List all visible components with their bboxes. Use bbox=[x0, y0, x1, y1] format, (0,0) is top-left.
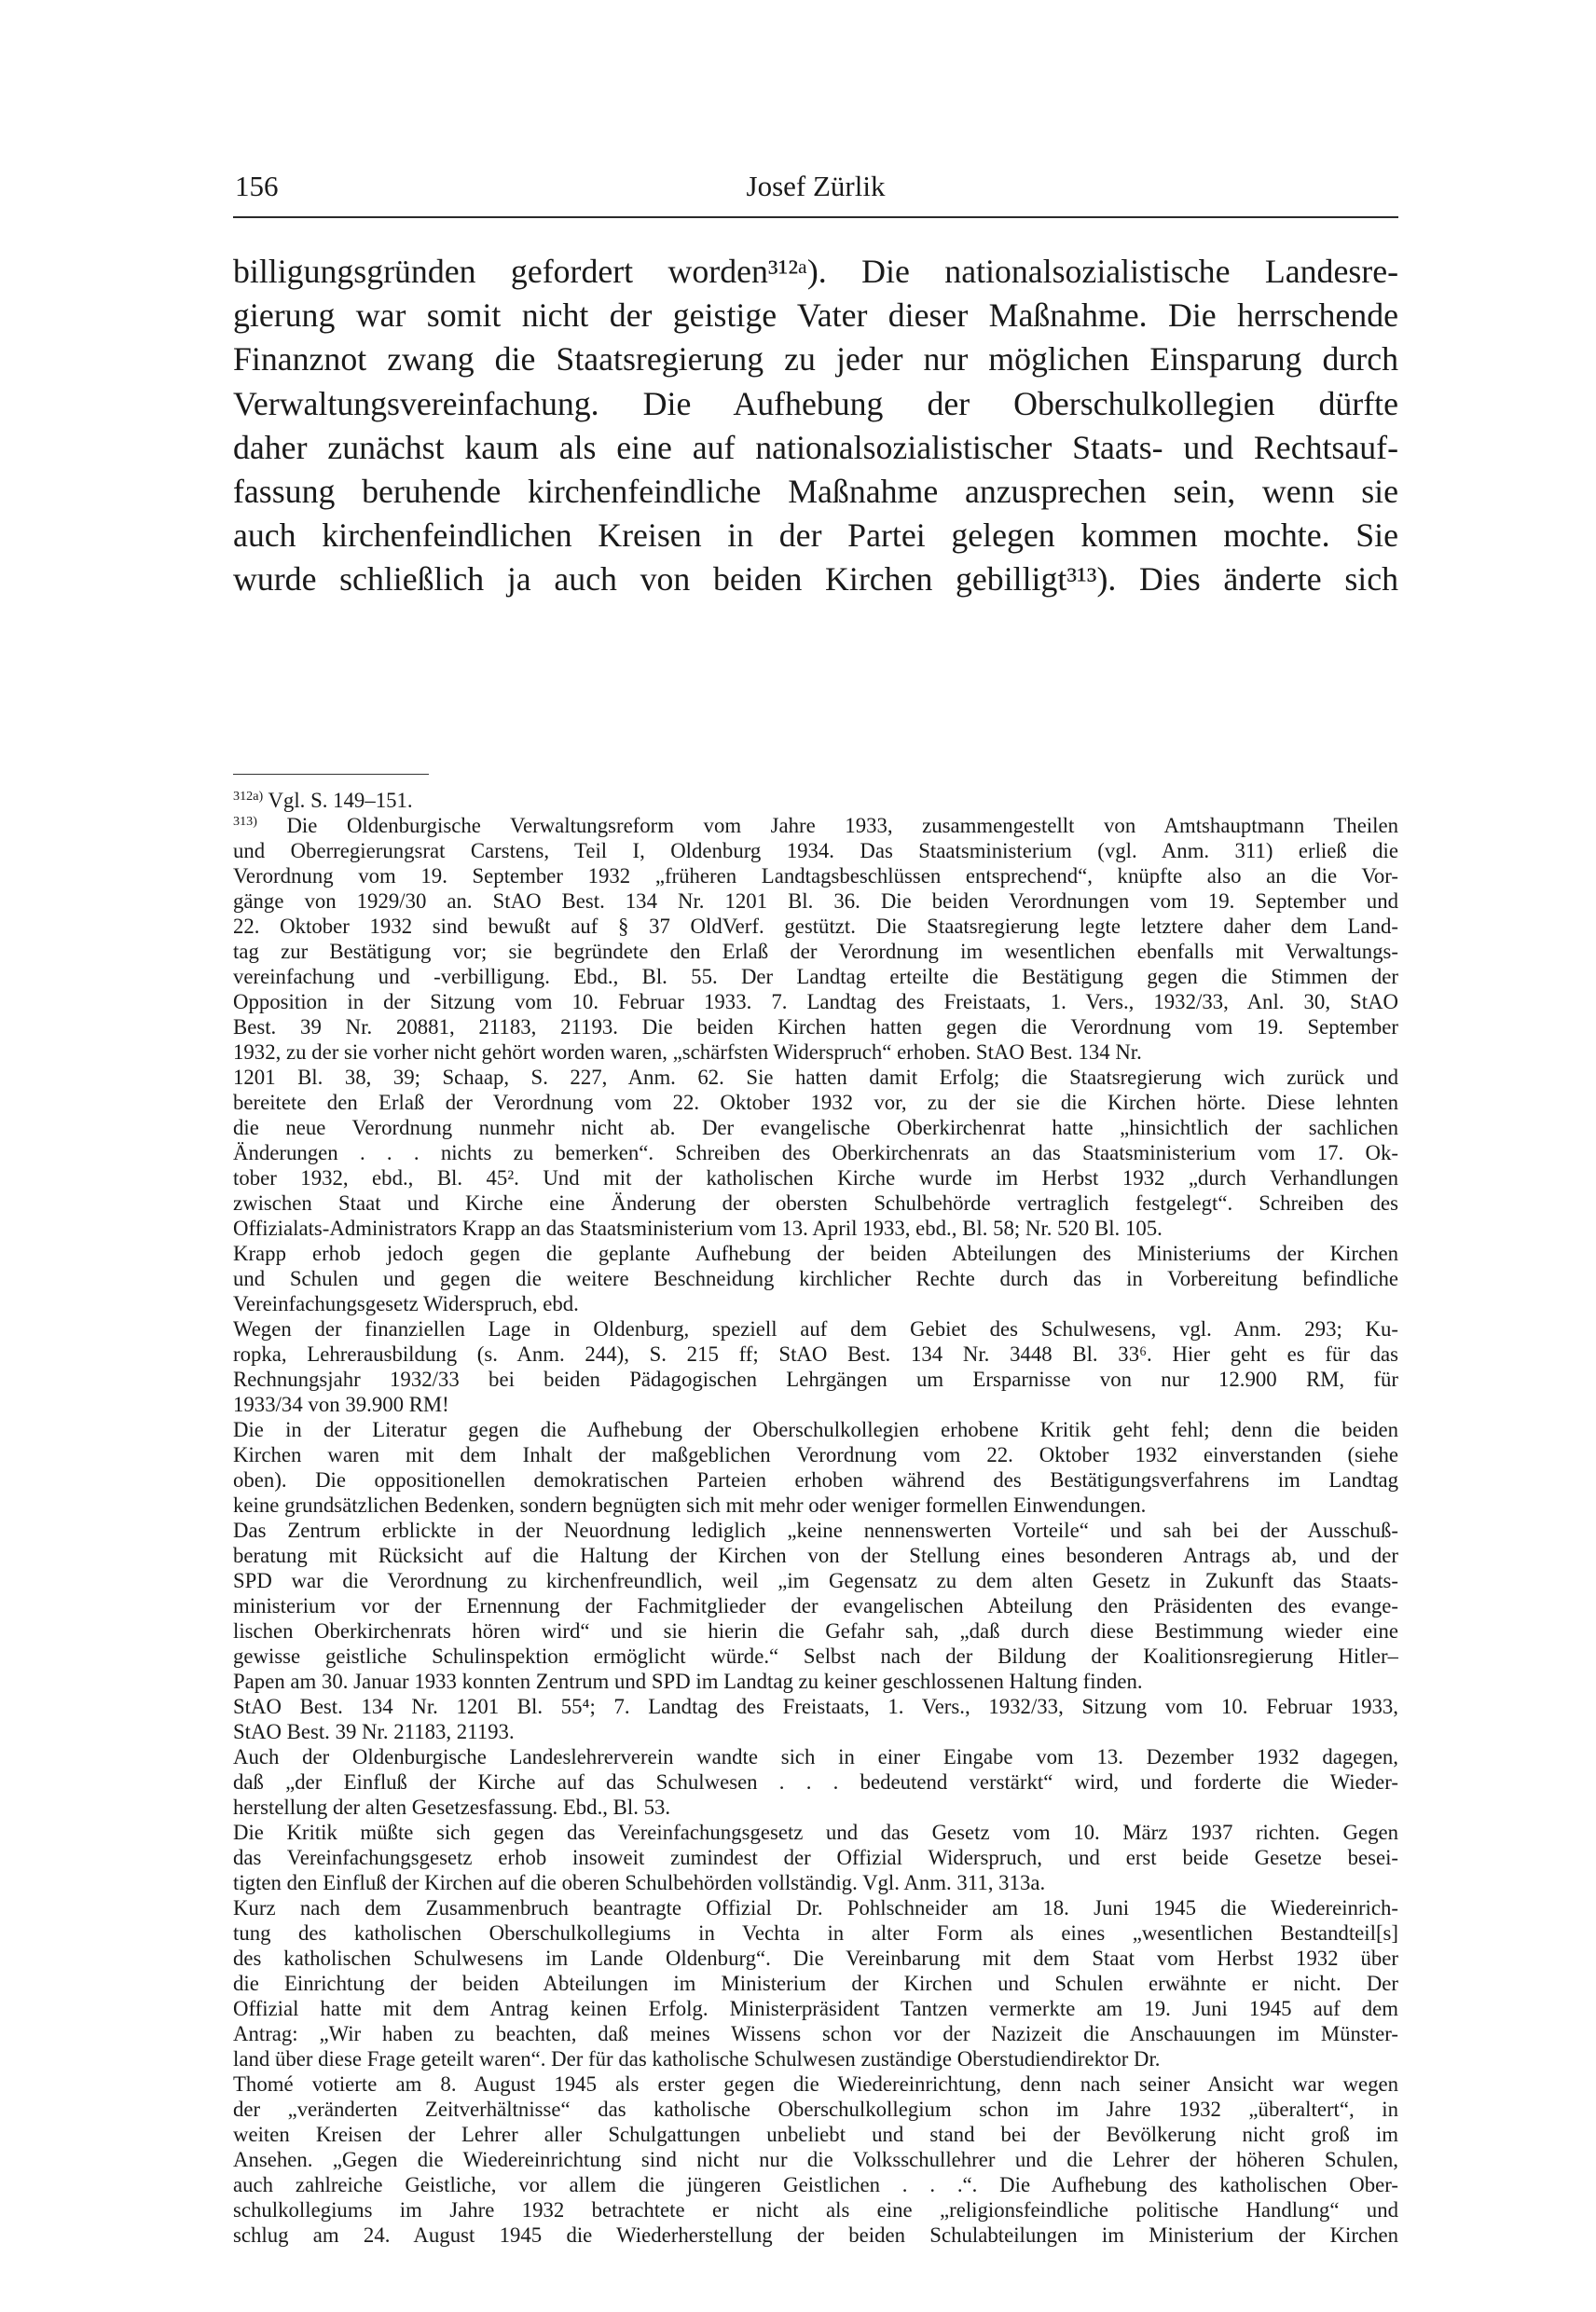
footnote-mark: 312a) bbox=[233, 789, 264, 805]
footnote-text: SPD war die Verordnung zu kirchenfreundlich, weil „im Gegensatz zu dem alten Gesetz in Zukunft das Staats- bbox=[233, 1569, 1398, 1592]
footnote-text: Die in der Literatur gegen die Aufhebung der Oberschulkollegien erhobene Kritik geht fehl; denn die beiden bbox=[233, 1418, 1398, 1441]
footnote-text: und Schulen und gegen die weitere Beschneidung kirchlicher Rechte durch das in Vorbereitung befindliche bbox=[233, 1267, 1398, 1290]
footnote-line bbox=[233, 2197, 1398, 2223]
footnote-text: auch zahlreiche Geistliche, vor allem die jüngeren Geistlichen . . .“. Die Aufhebung des katholischen Ober- bbox=[233, 2173, 1398, 2196]
footnote-line bbox=[233, 1014, 1398, 1039]
footnote-text: weiten Kreisen der Lehrer aller Schulgattungen unbeliebt und stand bei der Bevölkerung nicht groß im bbox=[233, 2123, 1398, 2146]
footnote-line bbox=[233, 1316, 1398, 1342]
footnote-line bbox=[233, 1065, 1398, 1090]
footnote-text: der „veränderten Zeitverhältnisse“ das katholische Oberschulkollegium schon im Jahre 1932 „überaltert“, in bbox=[233, 2098, 1398, 2121]
footnote-line bbox=[233, 1140, 1398, 1165]
footnote-text: Best. 39 Nr. 20881, 21183, 21193. Die beiden Kirchen hatten gegen die Verordnung vom 19. September bbox=[233, 1015, 1398, 1039]
footnote-text: gewisse geistliche Schulinspektion ermöglicht würde.“ Selbst nach der Bildung der Koalitionsregierung Hitler– bbox=[233, 1645, 1398, 1668]
footnote-text: Kurz nach dem Zusammenbruch beantragte Offizial Dr. Pohlschneider am 18. Juni 1945 die Wiedereinrich- bbox=[233, 1896, 1398, 1920]
footnote-line bbox=[233, 1291, 1398, 1316]
footnote-line bbox=[233, 1744, 1398, 1769]
footnote-text: Opposition in der Sitzung vom 10. Februar 1933. 7. Landtag des Freistaats, 1. Vers., 1932/33, Anl. 30, StAO bbox=[233, 990, 1398, 1013]
footnote-line bbox=[233, 2097, 1398, 2122]
header-rule bbox=[233, 216, 1398, 218]
footnote-text: Auch der Oldenburgische Landeslehrerverein wandte sich in einer Eingabe vom 13. Dezember 1932 dagegen, bbox=[233, 1745, 1398, 1768]
footnote-line bbox=[233, 2172, 1398, 2197]
footnote-text: 1933/34 von 39.900 RM! bbox=[233, 1393, 449, 1416]
footnote-line bbox=[233, 939, 1398, 964]
body-line: Finanznot zwang die Staatsregierung zu jeder nur möglichen Einsparung durch bbox=[233, 340, 1398, 378]
footnote-text: und Oberregierungsrat Carstens, Teil I, Oldenburg 1934. Das Staatsministerium (vgl. Anm. 311) erließ die bbox=[233, 839, 1398, 862]
footnote-text: 22. Oktober 1932 sind bewußt auf § 37 OldVerf. gestützt. Die Staatsregierung legte letztere daher dem Land- bbox=[233, 915, 1398, 938]
footnote-text: Wegen der finanziellen Lage in Oldenburg, speziell auf dem Gebiet des Schulwesens, vgl. Anm. 293; Ku- bbox=[233, 1317, 1398, 1341]
footnote-text: Rechnungsjahr 1932/33 bei beiden Pädagogischen Lehrgängen um Ersparnisse von nur 12.900 RM, für bbox=[233, 1368, 1398, 1391]
footnote-text: des katholischen Schulwesens im Lande Oldenburg“. Die Vereinbarung mit dem Staat vom Herbst 1932 über bbox=[233, 1947, 1398, 1970]
footnote-line bbox=[233, 1518, 1398, 1543]
footnote-text: ropka, Lehrerausbildung (s. Anm. 244), S. 215 ff; StAO Best. 134 Nr. 3448 Bl. 33⁶. Hier geht es für das bbox=[233, 1342, 1398, 1366]
footnote-line bbox=[233, 2147, 1398, 2172]
footnote-line bbox=[233, 1367, 1398, 1392]
footnote-line bbox=[233, 1392, 1398, 1417]
footnote-text: schulkollegiums im Jahre 1932 betrachtete er nicht als eine „religionsfeindliche politische Handlung“ und bbox=[233, 2198, 1398, 2222]
page-header bbox=[233, 168, 1398, 216]
footnote-line bbox=[233, 1216, 1398, 1241]
footnote-text: Thomé votierte am 8. August 1945 als erster gegen die Wiedereinrichtung, denn nach seiner Ansicht war wegen bbox=[233, 2072, 1398, 2096]
footnote-text: Kirchen waren mit dem Inhalt der maßgeblichen Verordnung vom 22. Oktober 1932 einverstanden (siehe bbox=[233, 1443, 1398, 1466]
footnote-text: Krapp erhob jedoch gegen die geplante Aufhebung der beiden Abteilungen des Ministeriums der Kirchen bbox=[233, 1242, 1398, 1265]
footnote-line bbox=[233, 863, 1398, 888]
footnote-text: beratung mit Rücksicht auf die Haltung der Kirchen von der Stellung eines besonderen Antrags ab, und der bbox=[233, 1544, 1398, 1567]
footnote-text: tag zur Bestätigung vor; sie begründete den Erlaß der Verordnung im wesentlichen ebenfalls mit Verwaltungs- bbox=[233, 940, 1398, 963]
main-text bbox=[233, 250, 1398, 602]
footnote-text: schlug am 24. August 1945 die Wiederherstellung der beiden Schulabteilungen im Ministerium der Kirchen bbox=[233, 2223, 1398, 2247]
footnote-text: tung des katholischen Oberschulkollegiums in Vechta in alter Form als eines „wesentlichen Bestandteil[s] bbox=[233, 1921, 1398, 1945]
footnote-line bbox=[233, 964, 1398, 989]
footnote-line bbox=[233, 2122, 1398, 2147]
footnote-text: lischen Oberkirchenrats hören wird“ und sie hierin die Gefahr sah, „daß durch diese Bestimmung wieder eine bbox=[233, 1619, 1398, 1643]
footnote-line bbox=[233, 1920, 1398, 1946]
footnote-line bbox=[233, 2071, 1398, 2097]
footnote-line bbox=[233, 1971, 1398, 1996]
footnote-text: tigten den Einfluß der Kirchen auf die oberen Schulbehörden vollständig. Vgl. Anm. 311, 313a. bbox=[233, 1871, 1046, 1894]
footnotes bbox=[233, 788, 1398, 2248]
footnote-line bbox=[233, 838, 1398, 863]
footnote-line bbox=[233, 1644, 1398, 1669]
footnote-line bbox=[233, 1769, 1398, 1795]
footnote-text: Antrag: „Wir haben zu beachten, daß meines Wissens schon vor der Nazizeit die Anschauungen im Münster- bbox=[233, 2022, 1398, 2045]
footnote-line bbox=[233, 1165, 1398, 1190]
body-line: daher zunächst kaum als eine auf nationalsozialistischer Staats- und Rechtsauf- bbox=[233, 428, 1398, 466]
footnote-text: 1201 Bl. 38, 39; Schaap, S. 227, Anm. 62. Sie hatten damit Erfolg; die Staatsregierung wich zurück und bbox=[233, 1066, 1398, 1089]
footnote-line bbox=[233, 813, 1398, 838]
footnote-line bbox=[233, 1870, 1398, 1895]
footnote-text: Verordnung vom 19. September 1932 „früheren Landtagsbeschlüssen entsprechend“, knüpfte also an die Vor- bbox=[233, 864, 1398, 888]
footnote-text: Änderungen . . . nichts zu bemerken“. Schreiben des Oberkirchenrats an das Staatsministerium vom 17. Ok- bbox=[233, 1141, 1398, 1164]
footnote-text: Das Zentrum erblickte in der Neuordnung lediglich „keine nennenswerten Vorteile“ und sah bei der Ausschuß- bbox=[233, 1519, 1398, 1542]
footnote-text: ministerium vor der Ernennung der Fachmitglieder der evangelischen Abteilung den Präsidenten des evange- bbox=[233, 1594, 1398, 1617]
footnote-line bbox=[233, 2021, 1398, 2046]
body-line: wurde schließlich ja auch von beiden Kirchen gebilligt³¹³). Dies änderte sich bbox=[233, 560, 1398, 599]
footnote-text: StAO Best. 39 Nr. 21183, 21193. bbox=[233, 1720, 515, 1743]
footnote-line bbox=[233, 788, 1398, 813]
footnote-line bbox=[233, 1845, 1398, 1870]
body-line: fassung beruhende kirchenfeindliche Maßnahme anzusprechen sein, wenn sie bbox=[233, 473, 1398, 511]
body-line: billigungsgründen gefordert worden³¹²ᵃ). Die nationalsozialistische Landesre- bbox=[233, 253, 1398, 290]
footnote-line bbox=[233, 1946, 1398, 1971]
footnote-line bbox=[233, 1669, 1398, 1694]
footnote-line bbox=[233, 1996, 1398, 2021]
footnote-line bbox=[233, 1342, 1398, 1367]
footnote-text: Die Oldenburgische Verwaltungsreform vom Jahre 1933, zusammengestellt von Amtshauptmann Theilen bbox=[286, 814, 1398, 837]
footnote-line bbox=[233, 914, 1398, 939]
footnote-line bbox=[233, 888, 1398, 914]
footnote-line bbox=[233, 1895, 1398, 1920]
footnote bbox=[233, 813, 1398, 2248]
footnote-line bbox=[233, 1820, 1398, 1845]
footnote-text: 1932, zu der sie vorher nicht gehört worden waren, „schärfsten Widerspruch“ erhoben. StAO Best. 134 Nr. bbox=[233, 1040, 1142, 1064]
footnote-text: Vereinfachungsgesetz Widerspruch, ebd. bbox=[233, 1292, 579, 1315]
footnote-line bbox=[233, 989, 1398, 1014]
footnote bbox=[233, 788, 1398, 813]
body-line: auch kirchenfeindlichen Kreisen in der Partei gelegen kommen mochte. Sie bbox=[233, 516, 1398, 555]
footnote-line bbox=[233, 1493, 1398, 1518]
footnote-text: keine grundsätzlichen Bedenken, sondern begnügten sich mit mehr oder weniger formellen Einwendungen. bbox=[233, 1493, 1147, 1517]
footnote-text: zwischen Staat und Kirche eine Änderung der obersten Schulbehörde vertraglich festgelegt“. Schreiben des bbox=[233, 1191, 1398, 1215]
body-line: Verwaltungsvereinfachung. Die Aufhebung der Oberschulkollegien dürfte bbox=[233, 384, 1398, 422]
footnote-line bbox=[233, 2223, 1398, 2248]
footnote-line bbox=[233, 1719, 1398, 1744]
footnote-text: Papen am 30. Januar 1933 konnten Zentrum und SPD im Landtag zu keiner geschlossenen Haltung finden. bbox=[233, 1670, 1143, 1693]
footnote-text: Offizialats-Administrators Krapp an das Staatsministerium vom 13. April 1933, ebd., Bl. 58; Nr. 520 Bl. 105. bbox=[233, 1217, 1163, 1240]
footnote-text: bereitete den Erlaß der Verordnung vom 22. Oktober 1932 vor, zu der sie die Kirchen hörte. Diese lehnten bbox=[233, 1091, 1398, 1114]
footnote-text: vereinfachung und -verbilligung. Ebd., Bl. 55. Der Landtag erteilte die Bestätigung gegen die Stimmen der bbox=[233, 965, 1398, 988]
footnote-line bbox=[233, 1190, 1398, 1216]
footnote-line bbox=[233, 1543, 1398, 1568]
footnote-text: Die Kritik müßte sich gegen das Vereinfachungsgesetz und das Gesetz vom 10. März 1937 richten. Gegen bbox=[233, 1821, 1398, 1844]
footnote-text: gänge von 1929/30 an. StAO Best. 134 Nr. 1201 Bl. 36. Die beiden Verordnungen vom 19. September und bbox=[233, 889, 1398, 913]
footnote-line bbox=[233, 1115, 1398, 1140]
footnote-text: daß „der Einfluß der Kirche auf das Schulwesen . . . bedeutend verstärkt“ wird, und forderte die Wieder- bbox=[233, 1770, 1398, 1794]
footnote-line bbox=[233, 1694, 1398, 1719]
footnote-text: die neue Verordnung nunmehr nicht ab. Der evangelische Oberkirchenrat hatte „hinsichtlich der sachlichen bbox=[233, 1116, 1398, 1139]
footnote-text: oben). Die oppositionellen demokratischen Parteien erhoben während des Bestätigungsverfahrens im Landtag bbox=[233, 1468, 1398, 1492]
footnote-line bbox=[233, 1417, 1398, 1442]
footnote-line bbox=[233, 1795, 1398, 1820]
footnote-line bbox=[233, 1568, 1398, 1593]
footnote-text: Ansehen. „Gegen die Wiedereinrichtung sind nicht nur die Volksschullehrer und die Lehrer der höheren Schulen, bbox=[233, 2148, 1398, 2171]
footnote-text: Vgl. S. 149–151. bbox=[268, 789, 413, 812]
footnote-text: StAO Best. 134 Nr. 1201 Bl. 55⁴; 7. Landtag des Freistaats, 1. Vers., 1932/33, Sitzung vom 10. Februar 1933, bbox=[233, 1695, 1398, 1718]
running-title: Josef Zürlik bbox=[746, 170, 886, 202]
page-number: 156 bbox=[235, 170, 279, 202]
body-line: gierung war somit nicht der geistige Vater dieser Maßnahme. Die herrschende bbox=[233, 296, 1398, 335]
footnote-line bbox=[233, 1618, 1398, 1644]
footnote-line bbox=[233, 1241, 1398, 1266]
footnote-mark: 313) bbox=[233, 814, 257, 830]
footnote-line bbox=[233, 1266, 1398, 1291]
footnote-line bbox=[233, 1039, 1398, 1065]
footnote-text: tober 1932, ebd., Bl. 45². Und mit der katholischen Kirche wurde im Herbst 1932 „durch Verhandlungen bbox=[233, 1166, 1398, 1190]
footnote-text: land über diese Frage geteilt waren“. Der für das katholische Schulwesen zuständige Oberstudiendirektor Dr. bbox=[233, 2047, 1161, 2071]
footnote-line bbox=[233, 1467, 1398, 1493]
footnote-text: das Vereinfachungsgesetz erhob insoweit zumindest der Offizial Widerspruch, und erst beide Gesetze besei- bbox=[233, 1846, 1398, 1869]
footnote-line bbox=[233, 2046, 1398, 2071]
footnote-text: herstellung der alten Gesetzesfassung. Ebd., Bl. 53. bbox=[233, 1796, 671, 1819]
footnote-line bbox=[233, 1442, 1398, 1467]
footnote-line bbox=[233, 1593, 1398, 1618]
page bbox=[233, 168, 1398, 2247]
footnote-text: die Einrichtung der beiden Abteilungen im Ministerium der Kirchen und Schulen erwähnte er nicht. Der bbox=[233, 1972, 1398, 1995]
footnote-text: Offizial hatte mit dem Antrag keinen Erfolg. Ministerpräsident Tantzen vermerkte am 19. Juni 1945 auf dem bbox=[233, 1997, 1398, 2020]
footnote-line bbox=[233, 1090, 1398, 1115]
footnote-rule bbox=[233, 774, 429, 775]
